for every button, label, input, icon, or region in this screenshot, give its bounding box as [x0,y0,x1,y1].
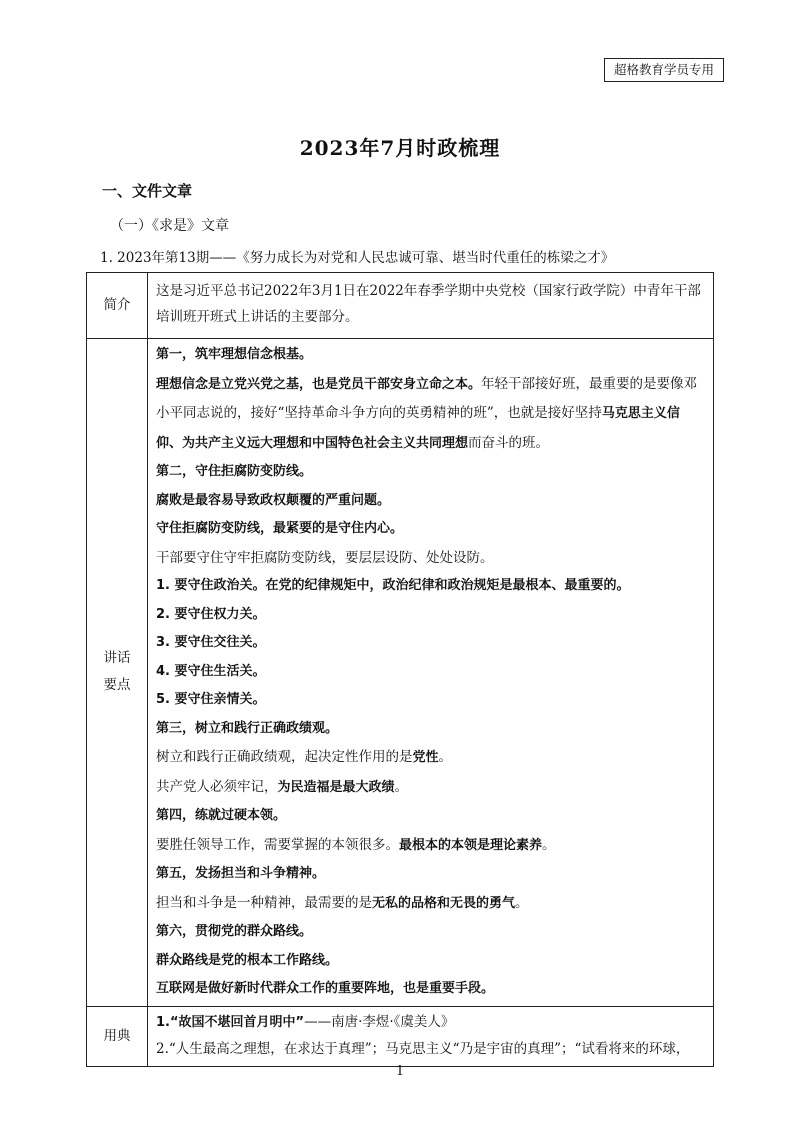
point-text: 互联网是做好新时代群众工作的重要阵地，也是重要手段。 [156,981,495,996]
row-label-intro: 简介 [87,273,148,339]
point-text: 3. 要守住交往关。 [156,635,266,650]
row-label-citations: 用典 [87,1006,148,1066]
point-heading: 第三，树立和践行正确政绩观。 [156,720,339,736]
table-row-citations [87,1006,714,1066]
point-heading: 第二，守住拒腐防变防线。 [156,464,313,479]
point-heading: 第一，筑牢理想信念根基。 [156,347,313,362]
section-heading: 一、文件文章 [102,182,193,200]
citations-content [148,1006,714,1066]
point-text: 群众路线是党的根本工作路线。 [156,952,339,968]
point-text: 腐败是最容易导致政权颠覆的严重问题。 [156,492,391,508]
usage-stamp: 超格教育学员专用 [604,58,724,82]
article-heading: 1. 2023年第13期——《努力成长为对党和人民忠诚可靠、堪当时代重任的栋梁之才》 [100,250,615,266]
summary-table [86,272,714,1067]
point-text: 树立和践行正确政绩观，起决定性作用的是党性。 [156,749,453,765]
point-text: 2. 要守住权力关。 [156,606,266,622]
page-number: 1 [395,1064,405,1079]
intro-text: 这是习近平总书记2022年3月1日在2022年春季学期中央党校（国家行政学院）中青年干部培训班开班式上讲话的主要部分。 [148,273,714,339]
page-title: 2023年7月时政梳理 [299,136,501,160]
table-row-key-points [87,339,714,1007]
point-text: 要胜任领导工作，需要掌握的本领很多。最根本的本领是理论素养。 [156,836,556,853]
point-heading: 第四，练就过硬本领。 [156,808,287,823]
point-text: 5. 要守住亲情关。 [156,692,266,707]
point-paragraph: 理想信念是立党兴党之基，也是党员干部安身立命之本。年轻干部接好班，最重要的是要像邓小平同志说的，接好“坚持革命斗争方向的英勇精神的班”，也就是接好坚持马克思主义信仰、为共产主义远大理想和中国特色社会主义共同理想而奋斗的班。 [156,375,698,451]
citation-item: 1.“故国不堪回首月明中”——南唐·李煜·《虞美人》 [156,1013,455,1030]
table-row-intro [87,273,714,339]
subsection-heading: （一）《求是》文章 [110,218,229,234]
label-line-2: 要点 [103,677,131,694]
point-heading: 第五，发扬担当和斗争精神。 [156,866,326,881]
point-text: 4. 要守住生活关。 [156,663,266,679]
point-text: 担当和斗争是一种精神，最需要的是无私的品格和无畏的勇气。 [156,894,529,911]
key-points-content [148,339,714,1007]
label-line-1: 讲话 [103,650,131,667]
point-text: 1. 要守住政治关。在党的纪律规矩中，政治纪律和政治规矩是最根本、最重要的。 [156,578,630,593]
citation-item: 2.“人生最高之理想，在求达于真理”；马克思主义“乃是宇宙的真理”；“试看将来的环球， [156,1040,690,1057]
row-label-key-points [87,339,148,1007]
point-heading: 第六，贯彻党的群众路线。 [156,924,313,939]
point-text: 共产党人必须牢记，为民造福是最大政绩。 [156,778,409,795]
point-text: 干部要守住守牢拒腐防变防线，要层层设防、处处设防。 [156,549,494,566]
point-text: 守住拒腐防变防线，最紧要的是守住内心。 [156,521,404,536]
